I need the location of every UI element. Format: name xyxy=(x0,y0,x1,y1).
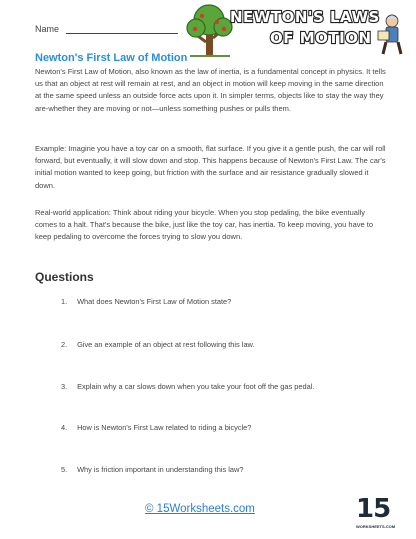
question-item xyxy=(61,382,314,391)
title-banner xyxy=(184,0,416,60)
question-text: Give an example of an object at rest following this law. xyxy=(77,340,255,349)
question-number: 4. xyxy=(61,423,68,432)
title-line-2: OF MOTION xyxy=(270,29,372,47)
question-text: How is Newton's First Law related to riding a bicycle? xyxy=(77,423,252,432)
question-text: Explain why a car slows down when you take your foot off the gas pedal. xyxy=(77,382,315,391)
questions-heading: Questions xyxy=(35,270,94,284)
question-item xyxy=(61,340,255,349)
apple-tree-icon xyxy=(184,2,236,58)
question-number: 1. xyxy=(61,297,68,306)
logo-number: 15 xyxy=(356,494,391,524)
question-number: 2. xyxy=(61,340,68,349)
question-item xyxy=(61,297,231,306)
title-line-1: NEWTON'S LAWS xyxy=(230,8,380,26)
worksheets-logo xyxy=(356,494,396,532)
section-title: Newton's First Law of Motion xyxy=(35,52,188,64)
question-item xyxy=(61,423,251,432)
footer-link[interactable]: © 15Worksheets.com xyxy=(145,503,255,515)
example-paragraph: Example: Imagine you have a toy car on a smooth, flat surface. If you give it a gentle push, the car will roll forward, but eventually, it will slow down and stop. This happens because of Newton's First Law. The car's initial motion wanted to keep going, but friction with the surface and air resistance gradually slowed it down. xyxy=(35,144,386,190)
logo-text: WORKSHEETS.COM xyxy=(356,524,396,529)
question-text: What does Newton's First Law of Motion state? xyxy=(77,297,232,306)
name-row xyxy=(35,24,178,34)
question-text: Why is friction important in understanding this law? xyxy=(77,465,244,474)
question-item xyxy=(61,465,243,474)
name-input-line[interactable] xyxy=(66,33,178,34)
question-number: 3. xyxy=(61,382,68,391)
question-number: 5. xyxy=(61,465,68,474)
name-label: Name xyxy=(35,24,60,34)
application-paragraph: Real-world application: Think about riding your bicycle. When you stop pedaling, the bike eventually comes to a halt. That's because the bike, just like the toy car, has inertia. To keep moving, you have to keep pedaling to overcome the forces trying to slow you down. xyxy=(35,208,374,242)
intro-paragraph: Newton's First Law of Motion, also known as the law of inertia, is a fundamental concept in physics. It tells us that an object at rest will remain at rest, and an object in motion will keep moving in the same direction at the same speed unless an outside force acts upon it. In simpler terms, objects like to stay the way they are-whether they are moving or not—unless something pushes or pulls them. xyxy=(35,67,386,113)
reading-person-icon xyxy=(372,12,408,56)
